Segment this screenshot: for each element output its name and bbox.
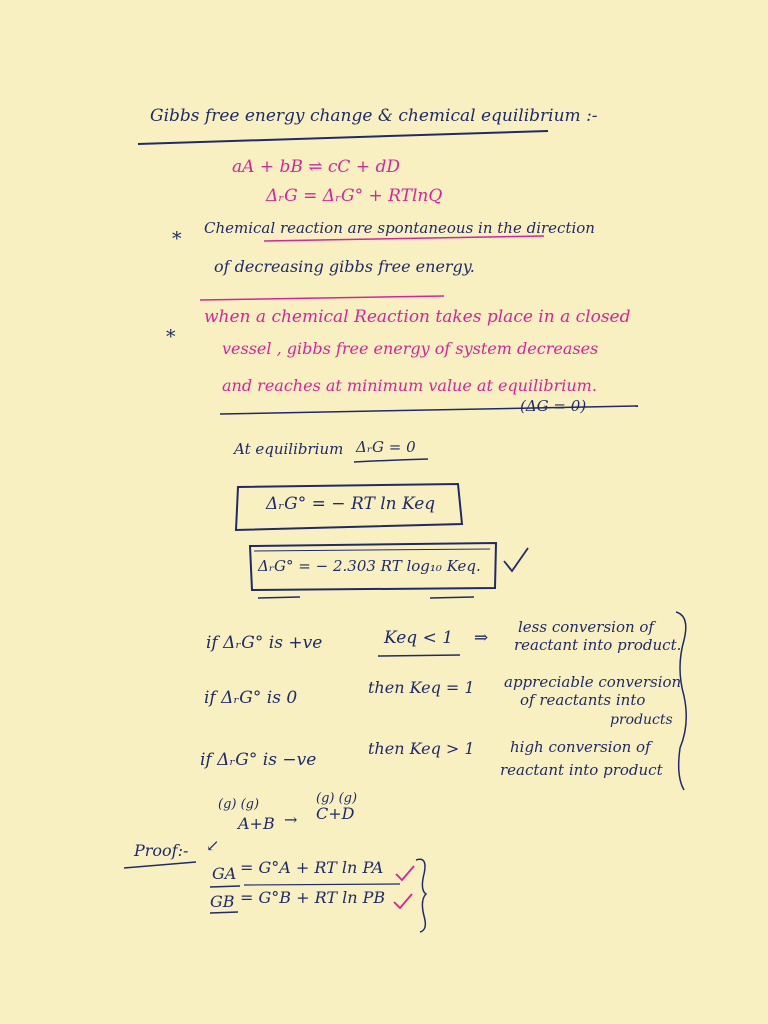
- proof-eq2-rhs: = G°B + RT ln PB: [240, 888, 386, 907]
- equilibrium-condition: ΔᵣG = 0: [356, 438, 416, 456]
- proof-eq2-lhs: GB: [210, 892, 235, 911]
- proof-eq1-rhs: = G°A + RT ln PA: [240, 858, 384, 877]
- proof-eq1-lhs: GA: [212, 864, 237, 883]
- point2-note: (ΔG = 0): [520, 397, 587, 415]
- equilibrium-label: At equilibrium: [234, 440, 344, 458]
- check-mark-2: [396, 866, 414, 880]
- check-mark-3: [394, 894, 412, 908]
- proof-arrow: ↙: [206, 836, 220, 855]
- case3-note1: high conversion of: [510, 738, 651, 756]
- point2-line3: and reaches at minimum value at equilibrium.: [222, 376, 597, 395]
- point1-line2: of decreasing gibbs free energy.: [214, 257, 475, 276]
- proof-brace: [416, 859, 426, 932]
- condition-underline: [354, 459, 428, 462]
- case3-condition: if ΔᵣG° is −ve: [200, 750, 317, 770]
- case1-note2: reactant into product.: [514, 636, 682, 654]
- point1-bullet: *: [172, 228, 182, 250]
- check-mark-1: [504, 548, 528, 571]
- case2-note1: appreciable conversion: [504, 673, 682, 691]
- gas-reactants: A+B: [238, 814, 275, 833]
- equilibrium-box1: ΔᵣG° = − RT ln Keq: [266, 494, 436, 514]
- case1-arrow: ⇒: [474, 628, 489, 648]
- point2-line1: when a chemical Reaction takes place in a closed: [204, 307, 631, 327]
- case2-condition: if ΔᵣG° is 0: [204, 688, 298, 708]
- gas-products: C+D: [316, 804, 355, 823]
- point1-line1: Chemical reaction are spontaneous in the direction: [204, 219, 595, 237]
- case3-note2: reactant into product: [500, 761, 663, 779]
- gas-arrow: →: [284, 810, 298, 829]
- title-underline: [138, 131, 548, 144]
- case2-note2: of reactants into: [520, 691, 646, 709]
- case1-condition: if ΔᵣG° is +ve: [206, 633, 323, 653]
- equilibrium-box2: ΔᵣG° = − 2.303 RT log₁₀ Keq.: [258, 557, 481, 575]
- gas-states-right: (g) (g): [316, 791, 358, 806]
- case2-result: then Keq = 1: [368, 678, 475, 697]
- gibbs-relation: ΔᵣG = ΔᵣG° + RTlnQ: [266, 186, 443, 206]
- gas-states-left: (g) (g): [218, 797, 260, 812]
- case2-note3: products: [610, 712, 673, 728]
- point2-line2: vessel , gibbs free energy of system decreases: [222, 339, 599, 358]
- case1-result: Keq < 1: [384, 628, 454, 648]
- case3-result: then Keq > 1: [368, 739, 475, 758]
- case1-note1: less conversion of: [518, 618, 654, 636]
- proof-label: Proof:-: [134, 841, 189, 860]
- point1-divider: [200, 296, 444, 300]
- page-title: Gibbs free energy change & chemical equilibrium :-: [150, 106, 598, 126]
- point2-bullet: *: [166, 326, 176, 348]
- reaction-equation: aA + bB ⇌ cC + dD: [232, 157, 400, 177]
